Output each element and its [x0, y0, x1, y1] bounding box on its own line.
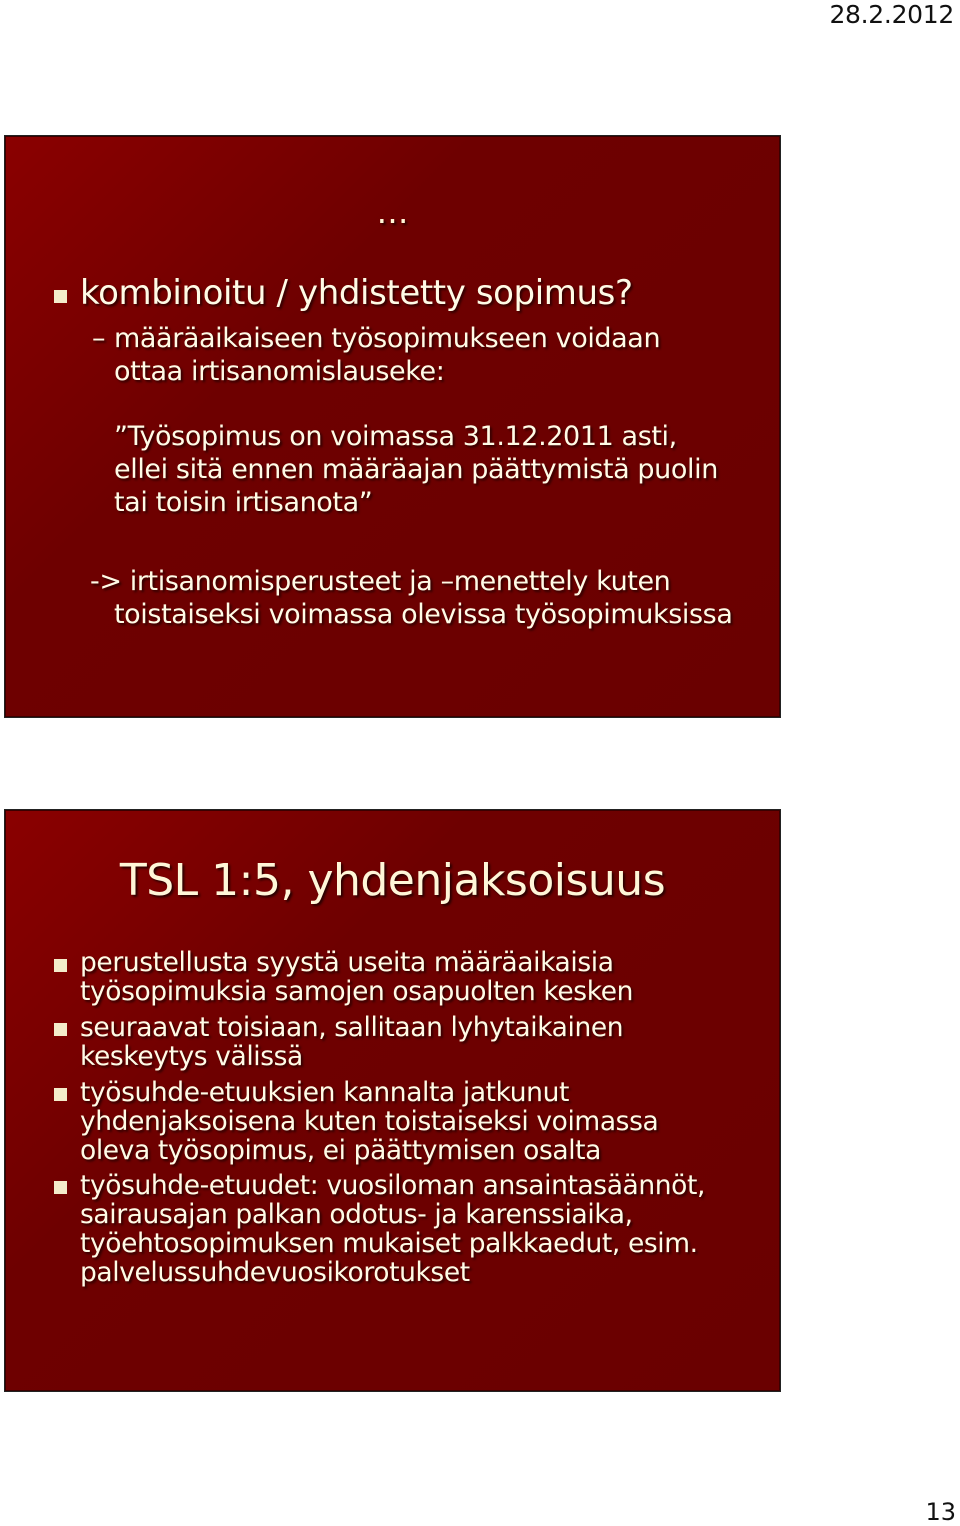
- slide-1-quote-line: ”Työsopimus on voimassa 31.12.2011 asti,: [114, 421, 677, 452]
- slide-1: [5, 136, 780, 717]
- dash-bullet-icon: –: [92, 323, 106, 354]
- page-number: 13: [925, 1498, 956, 1526]
- square-bullet-icon: [54, 1023, 67, 1036]
- slide-2-bullet-line: keskeytys välissä: [80, 1041, 303, 1072]
- square-bullet-icon: [54, 1181, 67, 1194]
- slide-2: [5, 810, 780, 1391]
- slide-2-bullet-line: työehtosopimuksen mukaiset palkkaedut, esim.: [80, 1228, 698, 1259]
- square-bullet-icon: [54, 1088, 67, 1101]
- slide-2-bullet-line: työsuhde-etuuksien kannalta jatkunut: [80, 1077, 569, 1108]
- slide-2-bullet-line: perustellusta syystä useita määräaikaisia: [80, 947, 614, 978]
- slide-1-arrow-line: toistaiseksi voimassa olevissa työsopimuksissa: [114, 599, 733, 630]
- slide-2-bullet-line: sairausajan palkan odotus- ja karenssiaika,: [80, 1199, 633, 1230]
- slide-1-bullet: kombinoitu / yhdistetty sopimus?: [80, 273, 633, 313]
- slide-2-title: TSL 1:5, yhdenjaksoisuus: [119, 855, 666, 906]
- slide-1-title: …: [376, 193, 409, 231]
- slide-2-bullet-line: työsopimuksia samojen osapuolten kesken: [80, 976, 634, 1007]
- slide-2-bullet-line: yhdenjaksoisena kuten toistaiseksi voimassa: [80, 1106, 659, 1137]
- slide-1-sub-line: ottaa irtisanomislauseke:: [114, 356, 445, 387]
- slide-2-bullet-line: palvelussuhdevuosikorotukset: [80, 1257, 470, 1288]
- slide-2-bullet-line: työsuhde-etuudet: vuosiloman ansaintasäännöt,: [80, 1170, 706, 1201]
- square-bullet-icon: [54, 959, 67, 972]
- slide-1-quote-line: ellei sitä ennen määräajan päättymistä puolin: [114, 454, 718, 485]
- slide-1-quote-line: tai toisin irtisanota”: [114, 487, 373, 518]
- slide-1-sub-line: määräaikaiseen työsopimukseen voidaan: [114, 323, 661, 354]
- slide-2-bullet-line: seuraavat toisiaan, sallitaan lyhytaikainen: [80, 1012, 624, 1043]
- slide-2-bullet-line: oleva työsopimus, ei päättymisen osalta: [80, 1135, 601, 1166]
- square-bullet-icon: [54, 290, 67, 303]
- slide-1-arrow-line: -> irtisanomisperusteet ja –menettely kuten: [90, 566, 671, 597]
- date-label: 28.2.2012: [829, 0, 954, 29]
